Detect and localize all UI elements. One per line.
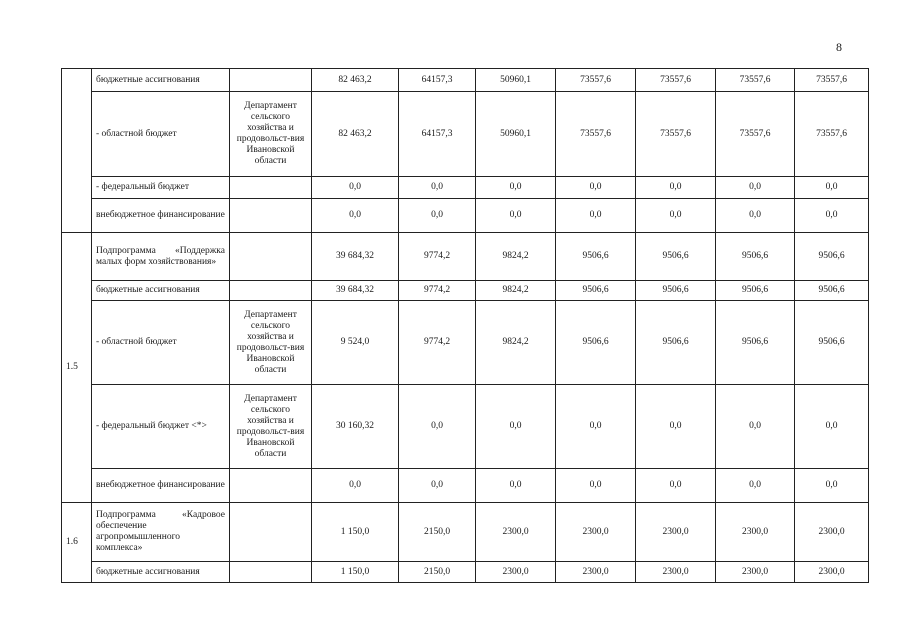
row-value: 73557,6 (716, 92, 795, 177)
row-value: 2300,0 (636, 562, 716, 583)
row-number: 1.6 (62, 503, 92, 583)
row-value: 9774,2 (399, 281, 476, 301)
row-value: 0,0 (399, 385, 476, 469)
budget-table (61, 68, 869, 583)
row-value: 0,0 (636, 385, 716, 469)
row-executor (230, 281, 312, 301)
row-value: 1 150,0 (312, 503, 399, 562)
table-row (62, 281, 869, 301)
row-value: 1 150,0 (312, 562, 399, 583)
table-row (62, 385, 869, 469)
row-value: 64157,3 (399, 92, 476, 177)
row-executor (230, 233, 312, 281)
row-value: 9506,6 (556, 301, 636, 385)
row-value: 2300,0 (716, 562, 795, 583)
row-value: 39 684,32 (312, 233, 399, 281)
table-row (62, 301, 869, 385)
row-name: бюджетные ассигнования (92, 562, 230, 583)
row-name: - областной бюджет (92, 92, 230, 177)
table-row (62, 199, 869, 233)
row-value: 2300,0 (636, 503, 716, 562)
row-name: - федеральный бюджет (92, 177, 230, 199)
row-value: 0,0 (795, 469, 869, 503)
row-value: 73557,6 (716, 69, 795, 92)
row-value: 9824,2 (476, 281, 556, 301)
row-name: внебюджетное финансирование (92, 199, 230, 233)
table-row (62, 92, 869, 177)
row-value: 0,0 (399, 199, 476, 233)
row-value: 0,0 (556, 385, 636, 469)
row-value: 0,0 (716, 199, 795, 233)
row-value: 0,0 (312, 177, 399, 199)
row-value: 9506,6 (636, 281, 716, 301)
row-value: 2300,0 (556, 562, 636, 583)
row-value: 73557,6 (556, 92, 636, 177)
row-name: Подпрограмма «Кадровое обеспечение агропромышленного комплекса» (92, 503, 230, 562)
row-value: 73557,6 (636, 92, 716, 177)
row-value: 0,0 (795, 385, 869, 469)
row-value: 0,0 (795, 177, 869, 199)
row-value: 64157,3 (399, 69, 476, 92)
row-value: 9506,6 (716, 301, 795, 385)
row-value: 2300,0 (476, 562, 556, 583)
row-executor (230, 562, 312, 583)
row-executor (230, 177, 312, 199)
row-value: 9774,2 (399, 233, 476, 281)
page-number: 8 (836, 40, 842, 54)
row-value: 0,0 (476, 199, 556, 233)
row-value: 2150,0 (399, 562, 476, 583)
row-value: 0,0 (716, 177, 795, 199)
row-value: 0,0 (399, 177, 476, 199)
table-row (62, 469, 869, 503)
row-value: 73557,6 (556, 69, 636, 92)
row-value: 0,0 (556, 469, 636, 503)
row-value: 9506,6 (636, 301, 716, 385)
row-value: 0,0 (476, 469, 556, 503)
row-value: 73557,6 (795, 92, 869, 177)
row-value: 50960,1 (476, 92, 556, 177)
table-row (62, 177, 869, 199)
row-value: 82 463,2 (312, 69, 399, 92)
row-value: 82 463,2 (312, 92, 399, 177)
row-value: 2300,0 (716, 503, 795, 562)
row-value: 0,0 (476, 385, 556, 469)
row-value: 9506,6 (556, 233, 636, 281)
row-name: бюджетные ассигнования (92, 69, 230, 92)
table-row (62, 562, 869, 583)
row-value: 0,0 (312, 199, 399, 233)
row-value: 0,0 (795, 199, 869, 233)
row-value: 9506,6 (795, 301, 869, 385)
row-value: 2300,0 (795, 562, 869, 583)
row-value: 0,0 (556, 199, 636, 233)
row-name: внебюджетное финансирование (92, 469, 230, 503)
row-value: 0,0 (312, 469, 399, 503)
row-name: - областной бюджет (92, 301, 230, 385)
row-value: 30 160,32 (312, 385, 399, 469)
row-executor: Департамент сельского хозяйства и продовольст-вия Ивановской области (230, 385, 312, 469)
row-value: 9824,2 (476, 301, 556, 385)
row-value: 73557,6 (795, 69, 869, 92)
row-value: 9 524,0 (312, 301, 399, 385)
row-value: 0,0 (716, 385, 795, 469)
row-number: 1.5 (62, 233, 92, 503)
row-value: 0,0 (476, 177, 556, 199)
row-executor (230, 503, 312, 562)
row-executor: Департамент сельского хозяйства и продовольст-вия Ивановской области (230, 92, 312, 177)
row-value: 39 684,32 (312, 281, 399, 301)
row-name: Подпрограмма «Поддержка малых форм хозяйствования» (92, 233, 230, 281)
row-value: 0,0 (399, 469, 476, 503)
row-value: 9506,6 (795, 233, 869, 281)
row-value: 2300,0 (476, 503, 556, 562)
table-row (62, 69, 869, 92)
row-value: 9506,6 (716, 233, 795, 281)
row-value: 0,0 (636, 177, 716, 199)
row-value: 2300,0 (556, 503, 636, 562)
row-executor (230, 69, 312, 92)
row-value: 9506,6 (556, 281, 636, 301)
row-value: 9774,2 (399, 301, 476, 385)
table-row (62, 503, 869, 562)
row-value: 9506,6 (716, 281, 795, 301)
row-executor: Департамент сельского хозяйства и продовольст-вия Ивановской области (230, 301, 312, 385)
row-value: 2150,0 (399, 503, 476, 562)
row-executor (230, 199, 312, 233)
row-number-cell (62, 69, 92, 233)
row-value: 0,0 (636, 469, 716, 503)
row-value: 9506,6 (795, 281, 869, 301)
row-name: бюджетные ассигнования (92, 281, 230, 301)
row-name: - федеральный бюджет <*> (92, 385, 230, 469)
row-value: 0,0 (716, 469, 795, 503)
row-value: 2300,0 (795, 503, 869, 562)
row-value: 9506,6 (636, 233, 716, 281)
row-value: 50960,1 (476, 69, 556, 92)
row-value: 0,0 (556, 177, 636, 199)
row-value: 73557,6 (636, 69, 716, 92)
table-row (62, 233, 869, 281)
row-executor (230, 469, 312, 503)
row-value: 0,0 (636, 199, 716, 233)
row-value: 9824,2 (476, 233, 556, 281)
